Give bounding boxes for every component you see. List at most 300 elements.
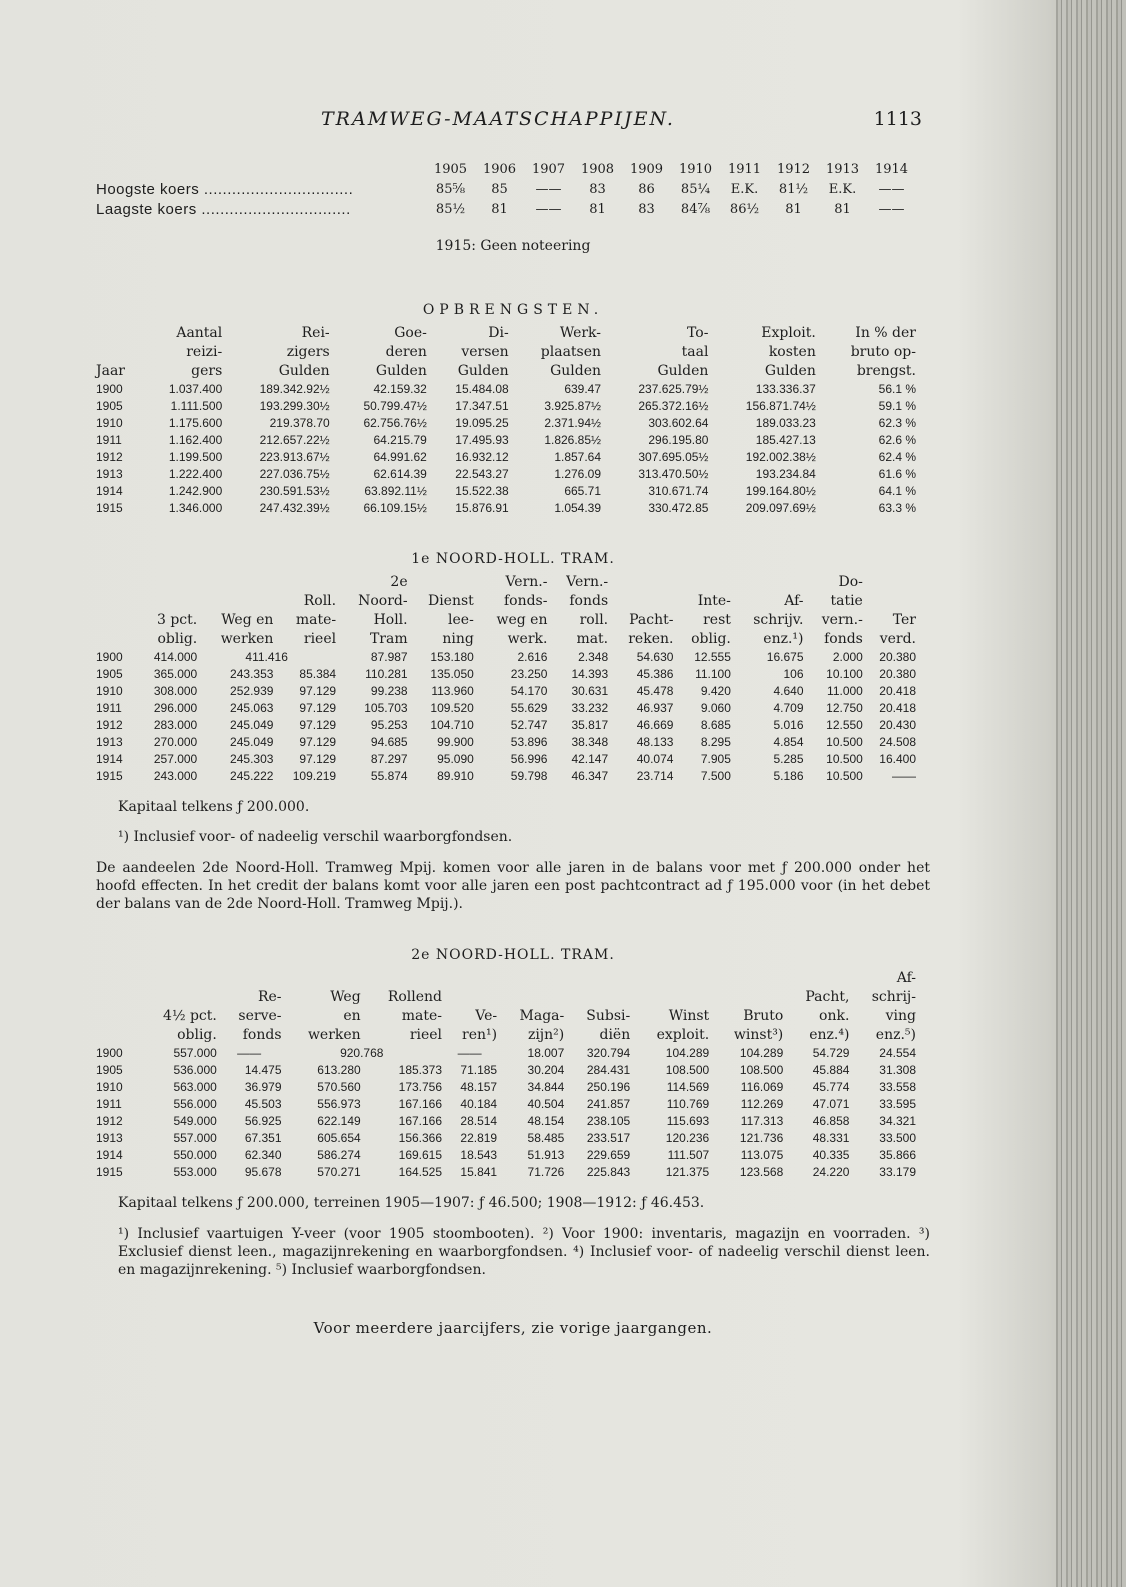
value-cell: 549.000 [173,1114,217,1128]
column-header: Exploit. [761,325,816,341]
value-cell: 185.427.13 [755,433,816,447]
column-header [863,592,916,611]
value-cell: 223.913.67½ [259,450,330,464]
value-cell: 173.756 [398,1080,443,1094]
header-row [96,1007,916,1026]
noord2-title: 2e NOORD-HOLL. TRAM. [411,947,615,963]
year-cell: 1905 [433,162,468,177]
value-cell: 85.384 [299,667,337,681]
column-header: verd. [879,631,916,647]
value-cell: —— [892,769,916,783]
column-header: Vern.- [505,574,548,590]
value-cell: 62.6 % [878,433,916,447]
column-header [442,969,497,988]
value-cell: 108.500 [739,1063,784,1077]
value-cell: 111.507 [667,1148,710,1162]
value-cell: 17.495.93 [455,433,509,447]
value-cell: 1.242.900 [168,484,223,498]
value-cell: 192.002.38½ [745,450,816,464]
opbrengsten-table [96,324,916,517]
value-cell: 135.050 [430,667,474,681]
table-row [96,432,916,449]
value-cell: 56.996 [510,752,548,766]
value-cell: 94.685 [370,735,408,749]
value-cell: 58.485 [527,1131,565,1145]
value-cell: 33.232 [571,701,609,715]
year-cell: 1914 [96,1148,123,1162]
koers-note: 1915: Geen noteering [435,238,591,254]
value-cell: 411.416 [245,650,288,664]
value-cell: 45.478 [636,684,674,698]
column-header: Roll. [303,593,337,609]
column-header [96,1026,136,1045]
column-header: Goe- [394,325,427,341]
value-cell: 1.175.600 [168,416,223,430]
value-cell: 48.157 [460,1080,498,1094]
koers-cell: 85½ [435,202,466,217]
koers-cell: —— [535,182,562,197]
value-cell: 1.199.500 [168,450,223,464]
value-cell: 40.504 [527,1097,565,1111]
value-cell: 1.162.400 [168,433,223,447]
value-cell: 23.714 [636,769,674,783]
value-cell: 252.939 [230,684,274,698]
value-cell: 50.799.47½ [363,399,427,413]
column-header [630,969,709,988]
value-cell: 5.186 [773,769,804,783]
value-cell: 22.819 [460,1131,498,1145]
value-cell: 95.253 [370,718,408,732]
koers-cell: 86½ [729,202,760,217]
table-row [96,1113,916,1130]
year-cell: 1905 [96,667,123,681]
value-cell: 56.1 % [878,382,916,396]
value-cell: 15.484.08 [455,382,509,396]
value-cell: 63.892.11½ [364,484,427,498]
column-header: fonds [824,631,863,647]
value-cell: 570.271 [317,1165,361,1179]
header-row [96,1026,916,1045]
value-cell: 59.798 [510,769,548,783]
year-cell: 1911 [96,701,122,715]
koers-cell: 81 [785,202,802,217]
column-header: rest [703,612,731,628]
value-cell: 16.675 [766,650,804,664]
value-cell: 40.335 [812,1148,850,1162]
value-cell: 48.133 [636,735,674,749]
value-cell: 71.185 [460,1063,498,1077]
value-cell: 121.375 [665,1165,710,1179]
column-header: Do- [838,574,863,590]
table-row [96,500,916,517]
column-header: In % der [855,325,916,341]
column-header: oblig. [157,631,198,647]
year-cell: 1905 [96,399,123,413]
value-cell: 7.905 [700,752,731,766]
value-cell: 622.149 [317,1114,361,1128]
value-cell: 56.925 [244,1114,282,1128]
value-cell: 20.380 [879,667,916,681]
value-cell: 230.591.53½ [259,484,330,498]
year-cell: 1913 [96,467,123,481]
value-cell: 113.960 [431,684,474,698]
value-cell: 229.659 [586,1148,631,1162]
column-header [197,592,273,611]
koers-table [96,160,916,220]
year-cell: 1900 [96,382,123,396]
koers-row-laagste [96,200,916,220]
table-row [96,1164,916,1181]
value-cell: 2.348 [578,650,609,664]
value-cell: 189.033.23 [755,416,816,430]
column-header: Werk- [559,325,602,341]
column-header: Vern.- [566,574,609,590]
value-cell: 54.630 [636,650,674,664]
value-cell: 17.347.51 [455,399,509,413]
value-cell: 55.629 [510,701,548,715]
value-cell: 1.346.000 [168,501,223,515]
value-cell: 365.000 [153,667,198,681]
value-cell: 46.669 [636,718,674,732]
column-header [136,969,217,988]
column-header [709,988,783,1007]
column-header [408,573,474,592]
column-header: Weg [330,989,361,1005]
value-cell: 106 [783,667,804,681]
column-header [96,343,140,362]
header-row [96,573,916,592]
noord2-kapitaal: Kapitaal telkens ƒ 200.000, terreinen 1905—1907: ƒ 46.500; 1908—1912: ƒ 46.453. [118,1195,705,1211]
value-cell: 414.000 [153,650,198,664]
table-row [96,1045,916,1062]
value-cell: 265.372.16½ [638,399,709,413]
header-row [96,362,916,381]
value-cell: 14.475 [244,1063,282,1077]
value-cell: 133.336.37 [755,382,816,396]
value-cell: 245.222 [230,769,274,783]
column-header: Re- [257,989,282,1005]
column-header [564,988,630,1007]
value-cell: 54.170 [510,684,548,698]
value-cell: 36.979 [244,1080,282,1094]
opbrengsten-title: OPBRENGSTEN. [422,302,604,318]
column-header: Rei- [301,325,330,341]
noord1-title: 1e NOORD-HOLL. TRAM. [411,551,615,567]
value-cell: 313.470.50½ [638,467,709,481]
column-header [863,573,916,592]
noord1-paragraph: De aandeelen 2de Noord-Holl. Tramweg Mpij. komen voor alle jaren in de balans voor met ƒ 200.000 onder het hoofd effecten. In het credit der balans komt voor alle jaren een post pachtcontract ad ƒ 195.000 voor (in het debet der balans van de 2de Noord-Holl. Tramweg Mpij.). [96,860,930,912]
column-header: weg en [496,612,548,628]
year-cell: 1906 [482,162,517,177]
footer-note: Voor meerdere jaarcijfers, zie vorige jaargangen. [313,1319,713,1337]
value-cell: 20.430 [879,718,916,732]
year-cell: 1912 [96,1114,123,1128]
column-header [96,592,135,611]
value-cell: 45.503 [244,1097,282,1111]
column-header [282,969,361,988]
column-header: mate- [295,612,337,628]
column-header [497,988,564,1007]
value-cell: 99.238 [370,684,408,698]
year-cell: 1914 [96,484,123,498]
value-cell: 556.973 [317,1097,361,1111]
value-cell: 2.371.94½ [544,416,602,430]
koers-row-hoogste [96,180,916,200]
header-row [96,611,916,630]
value-cell: 97.129 [299,684,337,698]
value-cell: 24.554 [879,1046,916,1060]
value-cell: 10.100 [826,667,863,681]
value-cell: 7.500 [700,769,731,783]
value-cell: 16.400 [879,752,916,766]
column-header: Rollend [387,989,443,1005]
value-cell: 243.000 [153,769,198,783]
value-cell: 557.000 [173,1046,217,1060]
value-cell: 116.069 [740,1080,784,1094]
column-header: Inte- [697,593,731,609]
value-cell: 20.418 [879,701,916,715]
column-header [731,573,804,592]
year-cell: 1912 [776,162,811,177]
value-cell: 5.016 [773,718,804,732]
column-header: kosten [768,344,816,360]
value-cell: 613.280 [317,1063,361,1077]
table-row [96,717,916,734]
year-cell: 1912 [96,450,123,464]
value-cell: 115.693 [666,1114,710,1128]
value-cell: 120.236 [665,1131,710,1145]
year-cell: 1911 [727,162,762,177]
value-cell: 24.220 [812,1165,850,1179]
value-cell: 557.000 [173,1131,217,1145]
year-cell: 1914 [96,752,123,766]
value-cell: 12.550 [826,718,863,732]
value-cell: 5.285 [773,752,804,766]
year-cell: 1915 [96,501,123,515]
year-cell: 1913 [96,1131,123,1145]
column-header: 3 pct. [156,612,198,628]
table-row [96,483,916,500]
value-cell: 34.321 [879,1114,916,1128]
koers-cell: 81½ [778,182,809,197]
value-cell: 219.378.70 [269,416,330,430]
value-cell: 121.736 [739,1131,784,1145]
column-header: Gulden [278,363,330,379]
value-cell: 10.500 [826,752,863,766]
value-cell: 30.204 [527,1063,565,1077]
koers-cell: —— [535,202,562,217]
value-cell: 167.166 [398,1097,443,1111]
value-cell: 18.543 [460,1148,498,1162]
column-header: gers [191,363,223,379]
column-header: plaatsen [540,344,602,360]
column-header [136,988,217,1007]
column-header: Ter [892,612,916,628]
value-cell: 550.000 [173,1148,217,1162]
koers-cell: 81 [491,202,508,217]
value-cell: 536.000 [173,1063,217,1077]
column-header: mat. [576,631,609,647]
value-cell: 99.900 [437,735,474,749]
year-cell: 1900 [96,1046,123,1060]
table-row [96,649,916,666]
column-header [608,573,673,592]
value-cell: 225.843 [586,1165,631,1179]
value-cell: 109.520 [430,701,474,715]
value-cell: 62.614.39 [373,467,427,481]
koers-cell: 85¼ [680,182,711,197]
value-cell: 18.007 [527,1046,565,1060]
value-cell: 28.514 [460,1114,498,1128]
value-cell: 185.373 [398,1063,443,1077]
value-cell: 45.774 [812,1080,850,1094]
value-cell: 64.991.62 [373,450,427,464]
year-cell: 1915 [96,769,123,783]
value-cell: 40.074 [636,752,674,766]
value-cell: 45.884 [812,1063,850,1077]
column-header: Af- [896,970,916,986]
column-header: fonds [569,593,609,609]
year-cell: 1907 [531,162,566,177]
value-cell: 109.219 [292,769,337,783]
value-cell: 97.129 [299,718,337,732]
value-cell: 110.769 [666,1097,710,1111]
column-header: bruto op- [850,344,916,360]
koers-cell: E.K. [730,182,759,197]
value-cell: 34.844 [527,1080,565,1094]
column-header: Tram [369,631,408,647]
noord1-table [96,573,916,785]
table-row [96,1062,916,1079]
value-cell: 117.313 [740,1114,784,1128]
column-header: schrij- [871,989,916,1005]
value-cell: 553.000 [173,1165,217,1179]
value-cell: 189.342.92½ [259,382,330,396]
value-cell: 54.729 [812,1046,850,1060]
value-cell: 586.274 [317,1148,361,1162]
year-cell: 1911 [96,1097,122,1111]
value-cell: 104.289 [739,1046,784,1060]
value-cell: 303.602.64 [648,416,709,430]
column-header: vern.- [821,612,863,628]
year-cell: 1910 [96,1080,123,1094]
table-row [96,1096,916,1113]
value-cell: 665.71 [564,484,602,498]
column-header: brengst. [856,363,916,379]
column-header: enz.⁵) [875,1027,916,1043]
header-row [96,592,916,611]
value-cell: 62.340 [244,1148,282,1162]
value-cell: 330.472.85 [648,501,709,515]
column-header: lee- [448,612,474,628]
value-cell: 35.866 [879,1148,916,1162]
value-cell: 42.159.32 [373,382,427,396]
value-cell: 87.297 [370,752,408,766]
value-cell: 243.353 [230,667,274,681]
value-cell: 15.522.38 [455,484,509,498]
column-header: To- [687,325,709,341]
value-cell: 47.071 [812,1097,850,1111]
column-header: Gulden [457,363,509,379]
column-header [361,969,442,988]
value-cell: 31.308 [879,1063,916,1077]
column-header: serve- [238,1008,282,1024]
header-row [96,630,916,649]
value-cell: 283.000 [153,718,198,732]
noord2-table [96,969,916,1181]
value-cell: 227.036.75½ [259,467,330,481]
year-cell: 1911 [96,433,122,447]
value-cell: 3.925.87½ [544,399,602,413]
column-header: Gulden [375,363,427,379]
value-cell: 11.100 [695,667,731,681]
column-header: reizi- [186,344,223,360]
year-cell: 1910 [96,416,123,430]
column-header [135,592,198,611]
column-header [96,611,135,630]
value-cell: —— [237,1046,262,1060]
column-header: onk. [819,1008,850,1024]
column-header: werken [307,1027,361,1043]
value-cell: 1.857.64 [554,450,602,464]
value-cell: 64.215.79 [373,433,427,447]
value-cell: 53.896 [510,735,548,749]
year-cell: 1910 [96,684,123,698]
year-cell: 1915 [96,1165,123,1179]
koers-cell: 81 [834,202,851,217]
table-row [96,381,916,398]
column-header: werken [220,631,274,647]
value-cell: 320.794 [586,1046,631,1060]
year-cell: 1914 [874,162,909,177]
book-spine-edge [1056,0,1126,1587]
value-cell: 639.47 [564,382,602,396]
value-cell: 238.105 [586,1114,631,1128]
column-header: Gulden [657,363,709,379]
value-cell: 245.303 [230,752,274,766]
table-row [96,734,916,751]
koers-cell: 81 [589,202,606,217]
value-cell: 64.1 % [878,484,916,498]
value-cell: 212.657.22½ [259,433,330,447]
value-cell: 46.937 [636,701,674,715]
value-cell: 307.695.05½ [638,450,709,464]
koers-cell: 84⅞ [680,202,711,217]
column-header: ning [442,631,474,647]
column-header [96,630,135,649]
year-cell: 1909 [629,162,664,177]
value-cell: 15.841 [460,1165,498,1179]
value-cell: 97.129 [299,701,337,715]
value-cell: 308.000 [153,684,198,698]
value-cell: 605.654 [317,1131,361,1145]
column-header: Di- [488,325,509,341]
column-header: 4½ pct. [163,1008,217,1024]
value-cell: 9.420 [700,684,731,698]
koers-cell: 83 [589,182,606,197]
value-cell: 20.418 [879,684,916,698]
value-cell: 59.1 % [878,399,916,413]
value-cell: 167.166 [398,1114,443,1128]
year-cell: 1913 [825,162,860,177]
column-header [564,969,630,988]
value-cell: 2.616 [517,650,548,664]
value-cell: 112.269 [740,1097,784,1111]
column-header: Gulden [764,363,816,379]
value-cell: 245.063 [230,701,274,715]
value-cell: 169.615 [398,1148,443,1162]
column-header: fonds [242,1027,282,1043]
